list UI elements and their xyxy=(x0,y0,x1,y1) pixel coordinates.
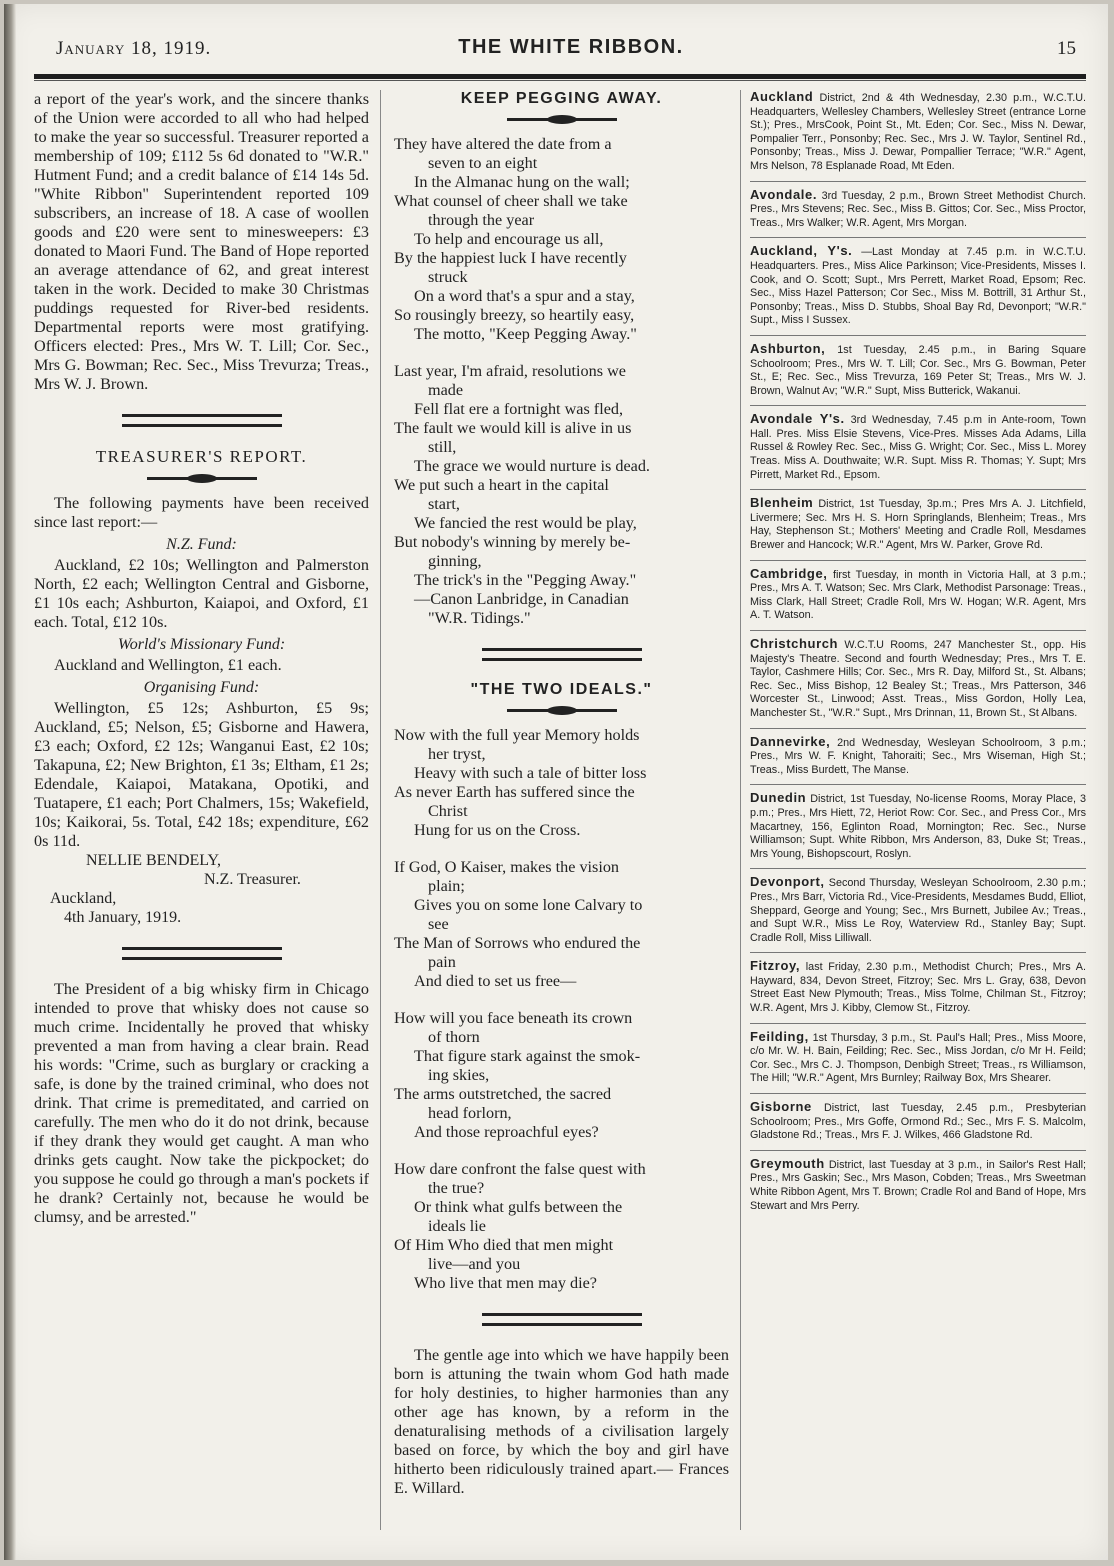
title-ornament xyxy=(147,477,257,480)
branch-directory xyxy=(750,90,1086,1217)
nz-fund-text: Auckland, £2 10s; Wellington and Palmerston North, £2 each; Wellington Central and Gisborne, £1 10s each; Ashburton, Kaiapoi, and Oxford, £1 each. Total, £12 10s. xyxy=(34,556,369,631)
branch-details: District, 2nd & 4th Wednesday, 2.30 p.m., W.C.T.U. Headquarters, Wellesley Chambers, Wellesley Street (entrance Lorne St.); Pres., MrsCook, Point St., Mt. Eden; Cor. Sec., Miss N. Dewar, Pompalier Terr., Ponsonby; Rec. Sec., Mrs J. W. Taylor, Sentinel Rd., Ponsonby; Treas., Miss J. Dewar, Pompallier Terrace; "W.R." Agent, Mrs Nelson, 78 Esplanade Road, Mt Eden. xyxy=(750,92,1086,172)
branch-divider xyxy=(750,560,1086,561)
poem-line: As never Earth has suffered since the xyxy=(394,783,635,801)
page-number: 15 xyxy=(1057,38,1076,59)
poem-line: The Man of Sorrows who endured the xyxy=(394,934,641,952)
branch-divider xyxy=(750,181,1086,182)
poem-line: Of Him Who died that men might xyxy=(394,1236,614,1254)
branch-details: District, last Tuesday at 3 p.m., in Sailor's Rest Hall; Pres., Mrs Gaskin; Sec., Mrs Mason, Cobden; Treas., Mrs Sweetman White Ribbon Agent, Mrs T. Brown; Cradle Rol and Band of Hope, Mrs Stewart and Mrs Perry. xyxy=(750,1158,1086,1212)
poem-line: her tryst, xyxy=(428,745,486,763)
poem-line: Who live that men may die? xyxy=(414,1274,597,1292)
branch-name: Blenheim xyxy=(750,495,814,511)
poem-line: We fancied the rest would be play, xyxy=(414,514,637,532)
treasurer-intro: The following payments have been received since last report:— xyxy=(34,494,369,531)
branch-name: Feilding, xyxy=(750,1028,809,1044)
branch-divider xyxy=(750,1150,1086,1151)
branch-name: Auckland xyxy=(750,89,814,104)
poem-line: Fell flat ere a fortnight was fled, xyxy=(414,400,624,418)
branch-name: Gisborne xyxy=(750,1099,812,1115)
poem-line: start, xyxy=(428,495,460,513)
column-left xyxy=(34,90,369,1227)
branch-name: Avondale. xyxy=(750,186,818,202)
section-separator xyxy=(122,947,282,960)
branch-divider xyxy=(750,784,1086,785)
poem-line: ing skies, xyxy=(428,1066,490,1084)
signature-name: NELLIE BENDELY, xyxy=(86,852,221,869)
poem-line: struck xyxy=(428,268,468,286)
branch-entry xyxy=(750,791,1086,865)
fund-heading: N.Z. Fund: xyxy=(166,536,237,553)
poem-line: So rousingly breezy, so heartily easy, xyxy=(394,306,635,324)
poem-line: head forlorn, xyxy=(428,1104,512,1122)
poem-line: —Canon Lanbridge, in Canadian xyxy=(414,590,629,608)
poem-line: And those reproachful eyes? xyxy=(414,1123,599,1141)
poem-line: On a word that's a spur and a stay, xyxy=(414,287,635,305)
branch-details: 3rd Wednesday, 7.45 p.m in Ante-room, Town Hall. Pres. Miss Elsie Stevens, Vice-Pres. Misses Ada Adams, Lilla Russel & Rowley Rec. Sec., Miss G. Wright; Cor. Sec., Miss L. Morey Treas. Miss A. Douthwaite; W.R. Supt. Miss R. Thomas; Y. Supt; Mrs Pirrett, Market Rd., Epsom. xyxy=(750,414,1087,481)
poem-line: still, xyxy=(428,438,457,456)
poem-line: They have altered the date from a xyxy=(394,135,612,153)
header-date: January 18, 1919. xyxy=(56,38,212,59)
branch-entry xyxy=(750,342,1086,402)
whisky-paragraph: The President of a big whisky firm in Chicago intended to prove that whisky does not cause so much crime. Incidentally he proved that whisky prevented a man from having a clear brain. Read his words: "Crime, such as burglary or cracking a safe, is done by the trained criminal, who does not drink. That crime is premeditated, and carried on carefully. The men who do it do not drink, because if they drank they would get caught. A man who drinks gets caught. Now take the pickpocket; do you suppose he could go through a man's pockets if he drank? Certainly not, because he would be clumsy, and be arrested." xyxy=(34,980,369,1226)
poem-line: The arms outstretched, the sacred xyxy=(394,1085,612,1103)
branch-name: Greymouth xyxy=(750,1155,825,1171)
poem-stanza xyxy=(394,1009,729,1142)
poem-line: Or think what gulfs between the xyxy=(414,1198,623,1216)
poem-line: Gives you on some lone Calvary to xyxy=(414,896,643,914)
poem-line: What counsel of cheer shall we take xyxy=(394,192,628,210)
missionary-fund-text: Auckland and Wellington, £1 each. xyxy=(54,656,282,674)
poem-line: Now with the full year Memory holds xyxy=(394,726,640,744)
poem-line: We put such a heart in the capital xyxy=(394,476,609,494)
branch-divider xyxy=(750,335,1086,336)
fund-heading: Organising Fund: xyxy=(143,679,260,696)
branch-name: Fitzroy, xyxy=(750,958,801,974)
poem-line: Hung for us on the Cross. xyxy=(414,821,581,839)
branch-divider xyxy=(750,868,1086,869)
poem-line: plain; xyxy=(428,877,465,895)
branch-entry xyxy=(750,412,1086,486)
branch-details: last Friday, 2.30 p.m., Methodist Church; Pres., Mrs A. Hayward, 834, Devon Street, Fitzroy; Sec. Mrs L. Gray, 638, Devon Street East New Plymouth; Treas., Miss Tolme, Chilman St., Fitzroy; W.R. Agent, Mrs J. Kibby, Clemow St., Fitzroy. xyxy=(750,961,1086,1015)
poem-line: But nobody's winning by merely be- xyxy=(394,533,631,551)
poem-line: live—and you xyxy=(428,1255,521,1273)
branch-entry xyxy=(750,735,1086,782)
poem-line: ginning, xyxy=(428,552,482,570)
poem-line: of thorn xyxy=(428,1028,480,1046)
poem-two-ideals xyxy=(394,726,729,1293)
newspaper-page xyxy=(4,4,1108,1560)
poem-stanza xyxy=(394,135,729,344)
branch-name: Devonport, xyxy=(750,874,825,890)
branch-divider xyxy=(750,237,1086,238)
branch-details: 2nd Wednesday, Wesleyan Schoolroom, 3 p.m.; Pres., Mrs W. F. Knight, Tahoraiti; Sec., Mrs Wiseman, High St.; Treas., Miss Burdett, The Manse. xyxy=(750,736,1086,776)
poem-line: In the Almanac hung on the wall; xyxy=(414,173,630,191)
poem-title: "THE TWO IDEALS." xyxy=(470,681,653,698)
poem-line: made xyxy=(428,381,464,399)
section-separator xyxy=(482,1313,642,1326)
branch-entry xyxy=(750,90,1086,178)
poem-line: The trick's in the "Pegging Away." xyxy=(414,571,637,589)
poem-line: through the year xyxy=(428,211,535,229)
branch-divider xyxy=(750,630,1086,631)
poem-keep-pegging-away xyxy=(394,135,729,628)
branch-details: 1st Tuesday, 2.45 p.m., in Baring Square Schoolroom; Pres., Mrs W. T. Lill; Cor. Sec., Mrs G. Bowman, Peter St., E; Rec. Sec., Miss Trevurza, 169 Peter St; Treas., Mrs W. J. Brown, Walnut Av; "W.R." Supt, Miss Butterick, Wakanui. xyxy=(750,343,1086,397)
column-divider xyxy=(740,90,741,1530)
branch-details: District, 1st Tuesday, 3p.m.; Pres Mrs A. J. Litchfield, Livermere; Sec. Mrs H. S. Horn Springlands, Blenheim; Treas., Mrs Hay, Stephenson St.; Mothers' Meeting and Cradle Roll, Mesdames Brewer and Hancock; W.R." Agent, Mrs W. Parker, Grove Rd. xyxy=(750,498,1086,552)
section-separator xyxy=(482,648,642,661)
poem-line: ideals lie xyxy=(428,1217,486,1235)
branch-entry xyxy=(750,959,1086,1019)
section-separator xyxy=(122,414,282,427)
branch-name: Dannevirke, xyxy=(750,733,831,749)
title-ornament xyxy=(507,709,617,712)
poem-line: That figure stark against the smok- xyxy=(414,1047,641,1065)
header-rule xyxy=(34,74,1086,79)
poem-line: How will you face beneath its crown xyxy=(394,1009,633,1027)
page-binding-edge xyxy=(4,4,16,1560)
branch-name: Christchurch xyxy=(750,636,839,651)
poem-stanza xyxy=(394,362,729,628)
poem-line: The fault we would kill is alive in us xyxy=(394,419,632,437)
page-header xyxy=(56,32,1086,62)
branch-details: District, 1st Tuesday, No-license Rooms, Moray Place, 3 p.m.; Pres., Mrs Hiett, 72, Heriot Row: Cor. Sec., and Press Cor., Mrs Macartney, 156, Eglinton Road, Mornington; Rec. Sec., Nurse Williamson; Supt. White Ribbon, Mrs Anderson, 83, Duke St; Treas., Mrs Young, Bishopscourt, Roslyn. xyxy=(750,793,1086,860)
branch-entry xyxy=(750,567,1086,627)
branch-entry xyxy=(750,496,1086,556)
signature-place: Auckland, xyxy=(50,890,117,907)
header-rule-thin xyxy=(34,80,1086,81)
branch-details: 1st Thursday, 3 p.m., St. Paul's Hall; Pres., Miss Moore, c/o Mr. W. H. Bain, Feilding; Rec. Sec., Miss Jordan, c/o Mr H. Feild; Cor. Sec., Mrs C. J. Thompson, Denbigh Street; Treas., rs Williamson, The Hill; "W.R." Agent, Mrs Burnley; Railway Box, Mrs Shearer. xyxy=(750,1031,1086,1085)
branch-details: District, last Tuesday, 2.45 p.m., Presbyterian Schoolroom; Pres., Mrs Goffe, Ormond Rd.; Sec., Mrs F. S. Malcolm, Gladstone Rd.; Treas., Mrs F. J. Wilkes, 466 Gladstone Rd. xyxy=(750,1102,1086,1142)
poem-line: the true? xyxy=(428,1179,485,1197)
poem-line: Last year, I'm afraid, resolutions we xyxy=(394,362,626,380)
branch-name: Cambridge, xyxy=(750,565,828,581)
masthead-title: THE WHITE RIBBON. xyxy=(458,36,684,58)
column-middle xyxy=(394,90,729,1498)
branch-name: Dunedin xyxy=(750,790,807,806)
branch-details: first Tuesday, in month in Victoria Hall, at 3 p.m.; Pres., Mrs A. T. Watson; Sec. Mrs Clark, Methodist Parsonage: Treas., Miss Clark, Hall Street; Cradle Roll, Mrs W. Hogan; W.R. Agent, Mrs A. T. Watson. xyxy=(750,568,1087,622)
branch-divider xyxy=(750,1023,1086,1024)
branch-name: Auckland, Y's. xyxy=(750,243,853,259)
branch-divider xyxy=(750,489,1086,490)
poem-stanza xyxy=(394,1160,729,1293)
branch-details: W.C.T.U Rooms, 247 Manchester St., opp. His Majesty's Theatre. Second and fourth Wednesday; Pres., Mrs T. E. Taylor, Cashmere Hills; Cor. Sec., Mrs R. Day, Milford St., St. Albans; Rec. Sec., Miss Bishop, 12 Bealey St.; Treas., Mrs Patterson, 346 Worcester St., Linwood; Asst. Treas., Miss Gordon, Holly Lea, Manchester St., "W.R." Supt., Mrs Drinnan, 11, Brown St., St Albans. xyxy=(750,639,1086,719)
branch-divider xyxy=(750,728,1086,729)
poem-line: The grace we would nurture is dead. xyxy=(414,457,650,475)
branch-entry xyxy=(750,1030,1086,1090)
poem-line: By the happiest luck I have recently xyxy=(394,249,627,267)
poem-line: see xyxy=(428,915,449,933)
poem-line: seven to an eight xyxy=(428,154,538,172)
signature-date: 4th January, 1919. xyxy=(64,909,182,926)
branch-entry xyxy=(750,188,1086,235)
branch-entry xyxy=(750,875,1086,949)
branch-divider xyxy=(750,952,1086,953)
poem-line: pain xyxy=(428,953,456,971)
poem-line: If God, O Kaiser, makes the vision xyxy=(394,858,620,876)
column-divider xyxy=(380,90,381,1530)
poem-stanza xyxy=(394,858,729,991)
willard-quote: The gentle age into which we have happily been born is attuning the twain whom God hath made for holy destinies, to higher harmonies than any other age has known, by a reform in the denaturalising methods of a civilisation largely based on force, by which the boy and girl have hitherto been ridiculously trained apart.— Frances E. Willard. xyxy=(394,1346,729,1497)
branch-name: Ashburton, xyxy=(750,340,826,356)
poem-line: How dare confront the false quest with xyxy=(394,1160,646,1178)
poem-title: KEEP PEGGING AWAY. xyxy=(460,90,663,107)
treasurer-report-title: TREASURER'S REPORT. xyxy=(95,447,308,466)
branch-divider xyxy=(750,1093,1086,1094)
signature-title: N.Z. Treasurer. xyxy=(204,871,301,888)
branch-divider xyxy=(750,405,1086,406)
poem-line: The motto, "Keep Pegging Away." xyxy=(414,325,637,343)
branch-name: Avondale Y's. xyxy=(750,411,845,427)
poem-line: Christ xyxy=(428,802,468,820)
title-ornament xyxy=(507,118,617,121)
poem-line: And died to set us free— xyxy=(414,972,577,990)
branch-entry xyxy=(750,244,1086,332)
poem-stanza xyxy=(394,726,729,840)
poem-line: To help and encourage us all, xyxy=(414,230,604,248)
branch-entry xyxy=(750,637,1086,725)
branch-details: 3rd Tuesday, 2 p.m., Brown Street Methodist Church. Pres., Mrs Stevens; Rec. Sec., Miss B. Gittos; Cor. Sec., Miss Proctor, Treas., Mrs Walker; W.R. Agent, Mrs Morgan. xyxy=(750,189,1086,229)
fund-heading: World's Missionary Fund: xyxy=(117,636,286,653)
branch-details: —Last Monday at 7.45 p.m. in W.C.T.U. Headquarters. Pres., Miss Alice Parkinson; Vice-Presidents, Misses I. Cook, and O. Scott; Supt., Mrs Perrett, Market Road, Epsom; Rec. Sec., Miss Hazel Patterson; Cor Sec., Miss M. Bottrill, 31 Arthur St., Ponsonby; Treas., Miss D. Stubbs, Shoal Bay Rd, Devonport; "W.R." Supt., Miss I Sussex. xyxy=(750,246,1086,327)
branch-entry xyxy=(750,1100,1086,1147)
poem-line: "W.R. Tidings." xyxy=(428,609,531,627)
organising-fund-text: Wellington, £5 12s; Ashburton, £5 9s; Auckland, £5; Nelson, £5; Gisborne and Hawera, £3 each; Oxford, £2 12s; Wanganui East, £2 10s; Takapuna, £2; New Brighton, £1 3s; Eltham, £1 2s; Edendale, Kaiapoi, Matakana, Opotiki, and Tuatapere, £1 each; Port Chalmers, 15s; Wakefield, 10s; Kaikorai, 5s. Total, £42 18s; expenditure, £62 0s 11d. xyxy=(34,699,369,850)
branch-details: Second Thursday, Wesleyan Schoolroom, 2.30 p.m.; Pres., Mrs Barr, Victoria Rd., Vice-Presidents, Mesdames Budd, Elliot, Sheppard, George and Young; Sec., Mrs Burnett, Jubilee Av.; Treas., and Supt W.R., Miss Le Roy, Waterview Rd., Stanley Bay; Supt. Cradle Roll, Miss Lilliwall. xyxy=(750,877,1086,944)
report-paragraph: a report of the year's work, and the sincere thanks of the Union were accorded to all who had helped to make the year so successful. Treasurer reported a membership of 109; £112 5s 6d donated to "W.R." Hutment Fund; and a credit balance of £14 14s 5d. "White Ribbon" Superintendent reported 109 subscribers, an increase of 18. A case of woollen goods and £20 were sent to minesweepers: £3 donated to Maori Fund. The Band of Hope reported an average attendance of 62, and great interest taken in the work. Decided to make 30 Christmas puddings requested for River-bed residents. Departmental reports were most gratifying. Officers elected: Pres., Mrs W. T. Lill; Cor. Sec., Mrs G. Bowman; Rec. Sec., Miss Trevurza; Treas., Mrs W. J. Brown. xyxy=(34,90,369,393)
poem-line: Heavy with such a tale of bitter loss xyxy=(414,764,647,782)
branch-entry xyxy=(750,1157,1086,1217)
